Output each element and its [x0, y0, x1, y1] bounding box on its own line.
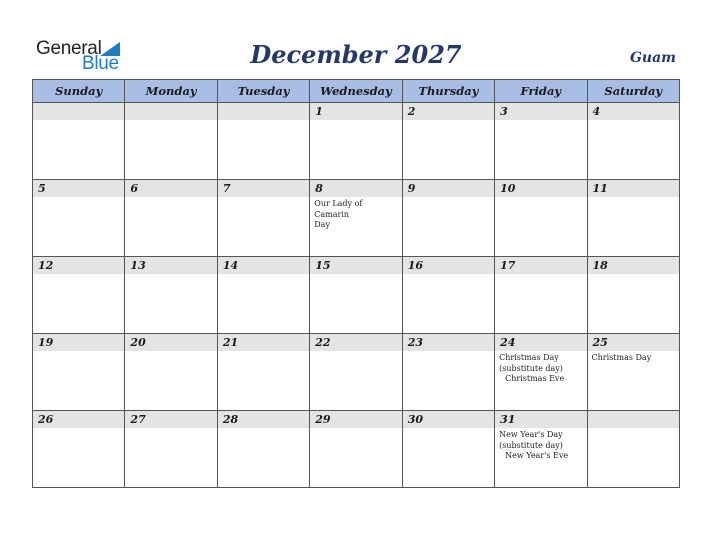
day-number: 21	[218, 334, 309, 351]
day-cell	[217, 257, 309, 334]
day-events	[588, 351, 679, 364]
day-number: 28	[218, 411, 309, 428]
holiday-label: Day	[314, 220, 330, 229]
day-number	[33, 103, 124, 120]
day-cell	[33, 103, 125, 180]
day-cell	[33, 180, 125, 257]
day-cell	[495, 257, 587, 334]
day-number: 22	[310, 334, 401, 351]
day-cell	[217, 180, 309, 257]
day-number: 29	[310, 411, 401, 428]
holiday-label: Christmas Day	[499, 353, 559, 362]
day-cell	[310, 411, 402, 488]
weekday-saturday: Saturday	[587, 80, 679, 103]
day-number: 9	[403, 180, 494, 197]
day-number: 3	[495, 103, 586, 120]
day-number: 1	[310, 103, 401, 120]
week-row	[33, 180, 680, 257]
day-number: 25	[588, 334, 679, 351]
day-cell	[217, 103, 309, 180]
day-cell	[587, 411, 679, 488]
day-cell	[402, 411, 494, 488]
day-number: 24	[495, 334, 586, 351]
day-number: 14	[218, 257, 309, 274]
day-cell	[495, 411, 587, 488]
day-number: 5	[33, 180, 124, 197]
day-number: 30	[403, 411, 494, 428]
day-cell	[402, 180, 494, 257]
day-cell	[310, 334, 402, 411]
day-cell	[125, 103, 217, 180]
day-number: 10	[495, 180, 586, 197]
weekday-monday: Monday	[125, 80, 217, 103]
weekday-header-row	[33, 80, 680, 103]
day-cell	[402, 257, 494, 334]
page-title: December 2027	[250, 40, 462, 69]
holiday-label: Christmas Day	[591, 353, 652, 362]
day-cell	[33, 257, 125, 334]
day-number: 2	[403, 103, 494, 120]
day-cell	[587, 103, 679, 180]
holiday-label: New Year's Day	[499, 430, 563, 439]
day-number: 13	[125, 257, 216, 274]
day-events	[310, 197, 401, 231]
day-cell	[402, 103, 494, 180]
day-number	[125, 103, 216, 120]
holiday-label: Our Lady of Camarin	[314, 199, 363, 219]
calendar-grid	[32, 79, 680, 488]
day-cell	[125, 411, 217, 488]
holiday-label: (substitute day)	[499, 363, 563, 373]
holiday-label: (substitute day)	[499, 440, 563, 450]
day-cell	[587, 334, 679, 411]
day-number	[588, 411, 679, 428]
day-cell	[33, 411, 125, 488]
day-events	[495, 351, 586, 385]
day-cell	[310, 103, 402, 180]
day-cell	[310, 257, 402, 334]
day-cell	[33, 334, 125, 411]
day-number: 17	[495, 257, 586, 274]
day-cell	[125, 257, 217, 334]
day-cell	[402, 334, 494, 411]
day-number: 23	[403, 334, 494, 351]
day-cell	[587, 180, 679, 257]
day-number: 26	[33, 411, 124, 428]
day-number: 19	[33, 334, 124, 351]
day-number: 6	[125, 180, 216, 197]
week-row	[33, 334, 680, 411]
day-cell	[217, 411, 309, 488]
day-number: 27	[125, 411, 216, 428]
day-number: 18	[588, 257, 679, 274]
weekday-wednesday: Wednesday	[310, 80, 402, 103]
weekday-thursday: Thursday	[402, 80, 494, 103]
day-number: 4	[588, 103, 679, 120]
day-number: 31	[495, 411, 586, 428]
day-number: 12	[33, 257, 124, 274]
holiday-label: New Year's Eve	[505, 451, 569, 460]
day-number: 16	[403, 257, 494, 274]
day-cell	[310, 180, 402, 257]
day-number	[218, 103, 309, 120]
day-number: 7	[218, 180, 309, 197]
weekday-friday: Friday	[495, 80, 587, 103]
day-number: 20	[125, 334, 216, 351]
week-row	[33, 411, 680, 488]
day-cell	[125, 334, 217, 411]
day-cell	[495, 180, 587, 257]
weekday-tuesday: Tuesday	[217, 80, 309, 103]
day-events	[495, 428, 586, 462]
region-label: Guam	[629, 50, 676, 66]
logo-blue-text: Blue	[82, 53, 119, 74]
holiday-label: Christmas Eve	[505, 374, 565, 383]
day-cell	[217, 334, 309, 411]
day-number: 15	[310, 257, 401, 274]
day-number: 11	[588, 180, 679, 197]
week-row	[33, 103, 680, 180]
logo-general-text: General	[36, 38, 102, 59]
day-cell	[587, 257, 679, 334]
day-cell	[125, 180, 217, 257]
day-cell	[495, 334, 587, 411]
day-number: 8	[310, 180, 401, 197]
day-cell	[495, 103, 587, 180]
weekday-sunday: Sunday	[33, 80, 125, 103]
week-row	[33, 257, 680, 334]
